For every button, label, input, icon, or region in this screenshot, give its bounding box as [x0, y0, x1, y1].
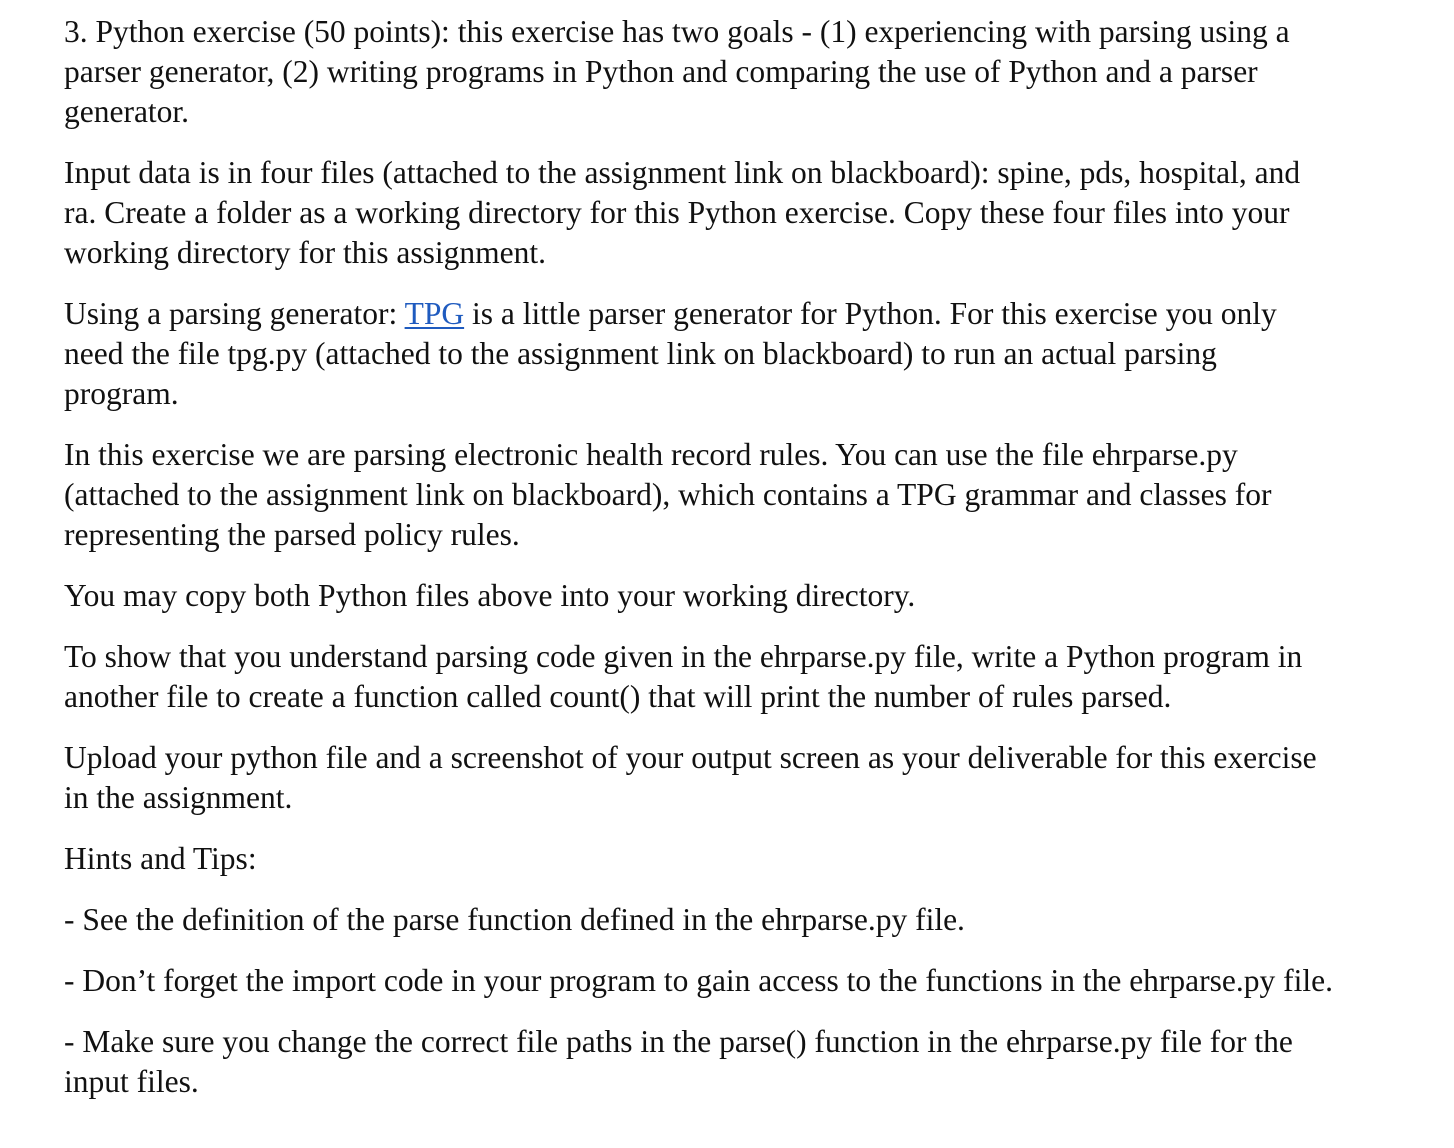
hint-file-paths: - Make sure you change the correct file paths in the parse() function in the ehrparse.py file for the input files.	[64, 1024, 1293, 1099]
parser-generator-text-end: is a little parser generator for Python. For this exercise you only need the file tpg.py (attached to the assignment link on blackboard) to run an actual parsing program.	[64, 296, 1277, 411]
deliverable-paragraph: Upload your python file and a screenshot of your output screen as your deliverable for this exercise in the assignment.	[64, 740, 1317, 815]
hints-heading: Hints and Tips:	[64, 841, 257, 876]
document-body	[64, 12, 1334, 1123]
count-function-paragraph: To show that you understand parsing code given in the ehrparse.py file, write a Python program in another file to create a function called count() that will print the number of rules parsed.	[64, 639, 1303, 714]
parser-generator-text-start: Using a parsing generator:	[64, 296, 405, 331]
ehr-parsing-paragraph: In this exercise we are parsing electronic health record rules. You can use the file ehrparse.py (attached to the assignment link on blackboard), which contains a TPG grammar and classes for representing the parsed policy rules.	[64, 437, 1272, 552]
tpg-link[interactable]: TPG	[404, 296, 465, 331]
hint-import-code: - Don’t forget the import code in your program to gain access to the functions in the ehrparse.py file.	[64, 963, 1333, 998]
copy-files-paragraph: You may copy both Python files above into your working directory.	[64, 578, 916, 613]
input-data-paragraph: Input data is in four files (attached to the assignment link on blackboard): spine, pds, hospital, and ra. Create a folder as a working directory for this Python exercise. Copy these four files into your working directory for this assignment.	[64, 155, 1301, 270]
exercise-intro-paragraph: 3. Python exercise (50 points): this exercise has two goals - (1) experiencing with parsing using a parser generator, (2) writing programs in Python and comparing the use of Python and a parser generator.	[64, 14, 1290, 129]
parser-generator-paragraph	[64, 294, 1334, 414]
hint-parse-function: - See the definition of the parse function defined in the ehrparse.py file.	[64, 902, 965, 937]
